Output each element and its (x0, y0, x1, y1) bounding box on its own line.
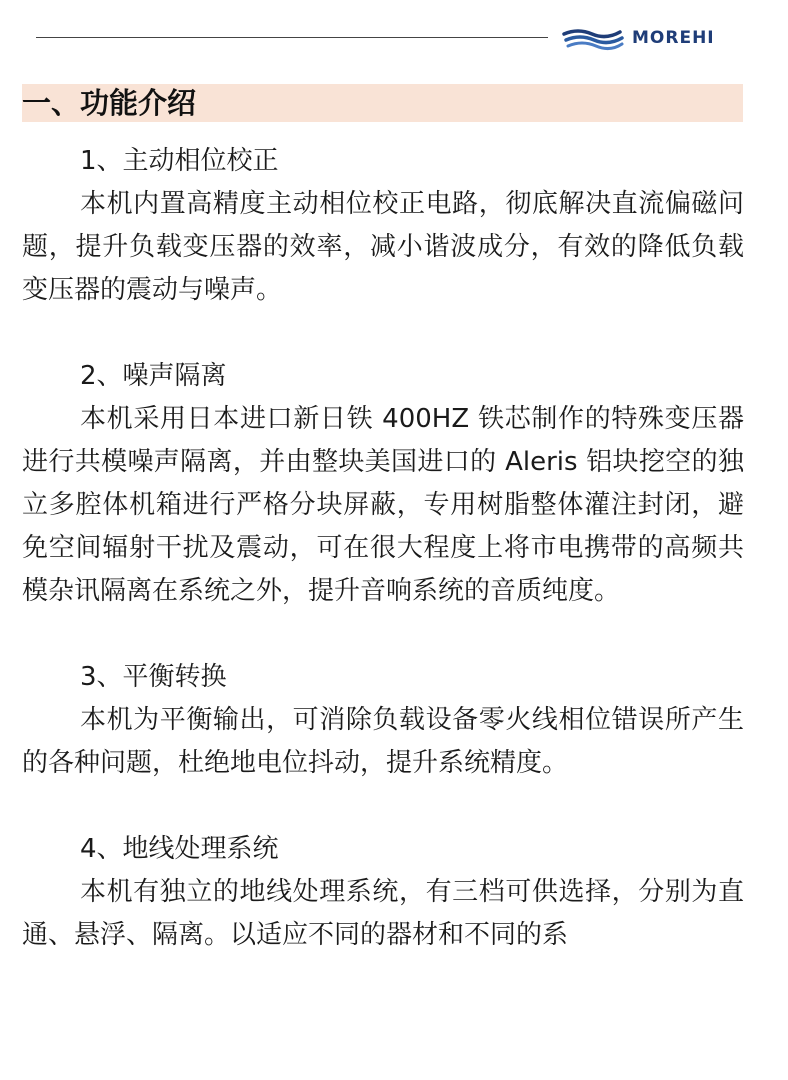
feature-body: 本机内置高精度主动相位校正电路，彻底解决直流偏磁问题，提升负载变压器的效率，减小谐波成分，有效的降低负载变压器的震动与噪声。 (22, 189, 744, 305)
brand-name: MOREHI (632, 28, 715, 48)
feature-body: 本机采用日本进口新日铁 400HZ 铁芯制作的特殊变压器进行共模噪声隔离，并由整块美国进口的 Aleris 铝块挖空的独立多腔体机箱进行严格分块屏蔽，专用树脂整体灌注封闭，避免空间辐射干扰及震动，可在很大程度上将市电携带的高频共模杂讯隔离在系统之外，提升音响系统的音质纯度。 (22, 404, 744, 606)
spacer (22, 613, 744, 656)
spacer (22, 312, 744, 355)
feature-body: 本机有独立的地线处理系统，有三档可供选择，分别为直通、悬浮、隔离。以适应不同的器材和不同的系 (22, 877, 744, 950)
feature-list (22, 140, 744, 957)
brand-logo (562, 26, 742, 52)
feature-heading: 3、平衡转换 (80, 662, 227, 692)
header-rule (36, 37, 548, 38)
feature-heading: 4、地线处理系统 (80, 834, 279, 864)
wave-logo-icon (562, 26, 624, 52)
feature-heading: 1、主动相位校正 (80, 146, 279, 176)
feature-body: 本机为平衡输出，可消除负载设备零火线相位错误所产生的各种问题，杜绝地电位抖动，提升系统精度。 (22, 705, 744, 778)
feature-heading: 2、噪声隔离 (80, 361, 227, 391)
section-title: 一、功能介绍 (22, 86, 197, 120)
spacer (22, 785, 744, 828)
